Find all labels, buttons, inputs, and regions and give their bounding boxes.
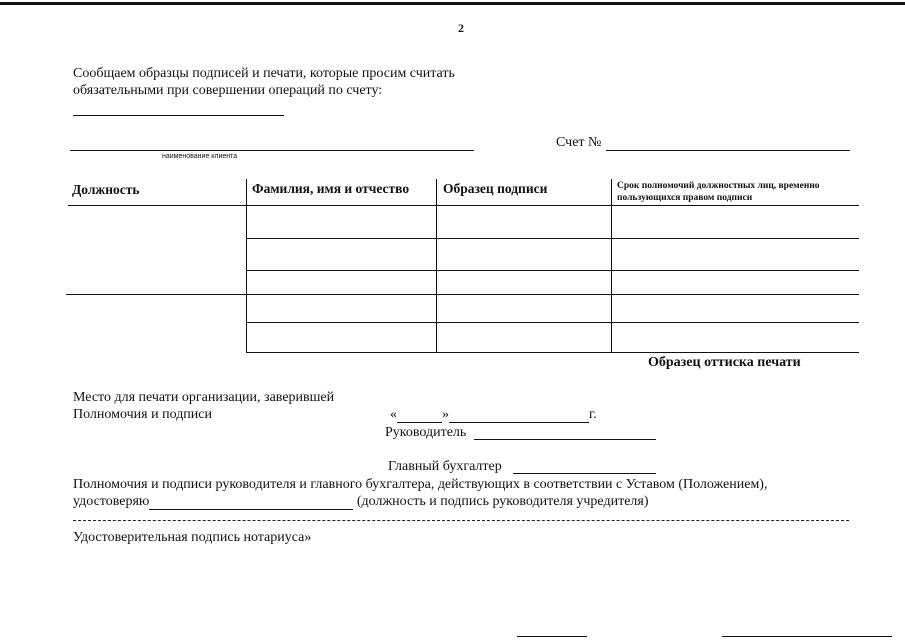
- table-hline-row1: [246, 238, 859, 239]
- certify-signature-blank[interactable]: [149, 496, 353, 510]
- account-label: Счет №: [556, 135, 602, 150]
- header-position: Должность: [72, 182, 140, 197]
- certify-suffix: (должность и подпись руководителя учредителя): [356, 494, 649, 509]
- date-close-quote: »: [442, 407, 449, 422]
- date-month-blank[interactable]: [449, 409, 589, 423]
- intro-line-1: Сообщаем образцы подписей и печати, которые просим считать: [73, 66, 455, 81]
- head-signature-line[interactable]: [474, 439, 656, 440]
- date-year-suffix: г.: [589, 407, 597, 422]
- date-field[interactable]: [390, 407, 597, 423]
- table-hline-bottom: [246, 352, 859, 353]
- table-hline-row2: [246, 270, 859, 271]
- stamp-place-line-1: Место для печати организации, заверившей: [73, 390, 335, 405]
- top-border: [0, 2, 905, 5]
- stamp-caption: Образец оттиска печати: [648, 355, 801, 370]
- table-hline-header: [68, 205, 859, 206]
- client-name-line: [70, 150, 474, 151]
- certify-prefix: удостоверяю: [73, 494, 150, 509]
- client-caption: наименование клиента: [162, 153, 238, 160]
- table-hline-row4: [246, 322, 859, 323]
- dashed-separator: [73, 520, 849, 521]
- intro-line-2: обязательными при совершении операций по счету:: [73, 83, 383, 98]
- bottom-line-right: [722, 636, 892, 637]
- certify-line-2: [73, 494, 649, 510]
- date-open-quote: «: [390, 407, 397, 422]
- header-signature-sample: Образец подписи: [443, 181, 548, 196]
- header-full-name: Фамилия, имя и отчество: [252, 181, 410, 196]
- header-authority-term: Срок полномочий должностных лиц, временно пользующихся правом подписи: [617, 181, 820, 203]
- certify-line-1: Полномочия и подписи руководителя и главного бухгалтера, действующих в соответствии с Уставом (Положением),: [73, 477, 768, 492]
- short-blank-line: [73, 115, 284, 116]
- date-day-blank[interactable]: [397, 409, 442, 423]
- bottom-line-left: [517, 636, 587, 637]
- stamp-place-line-2: Полномочия и подписи: [73, 407, 213, 422]
- head-label: Руководитель: [385, 425, 467, 440]
- accountant-label: Главный бухгалтер: [388, 459, 502, 474]
- table-hline-row3: [66, 294, 859, 295]
- page-number: 2: [458, 21, 464, 35]
- account-number-line: [606, 150, 850, 151]
- notary-signature-label: Удостоверительная подпись нотариуса»: [73, 530, 312, 545]
- accountant-signature-line[interactable]: [513, 473, 656, 474]
